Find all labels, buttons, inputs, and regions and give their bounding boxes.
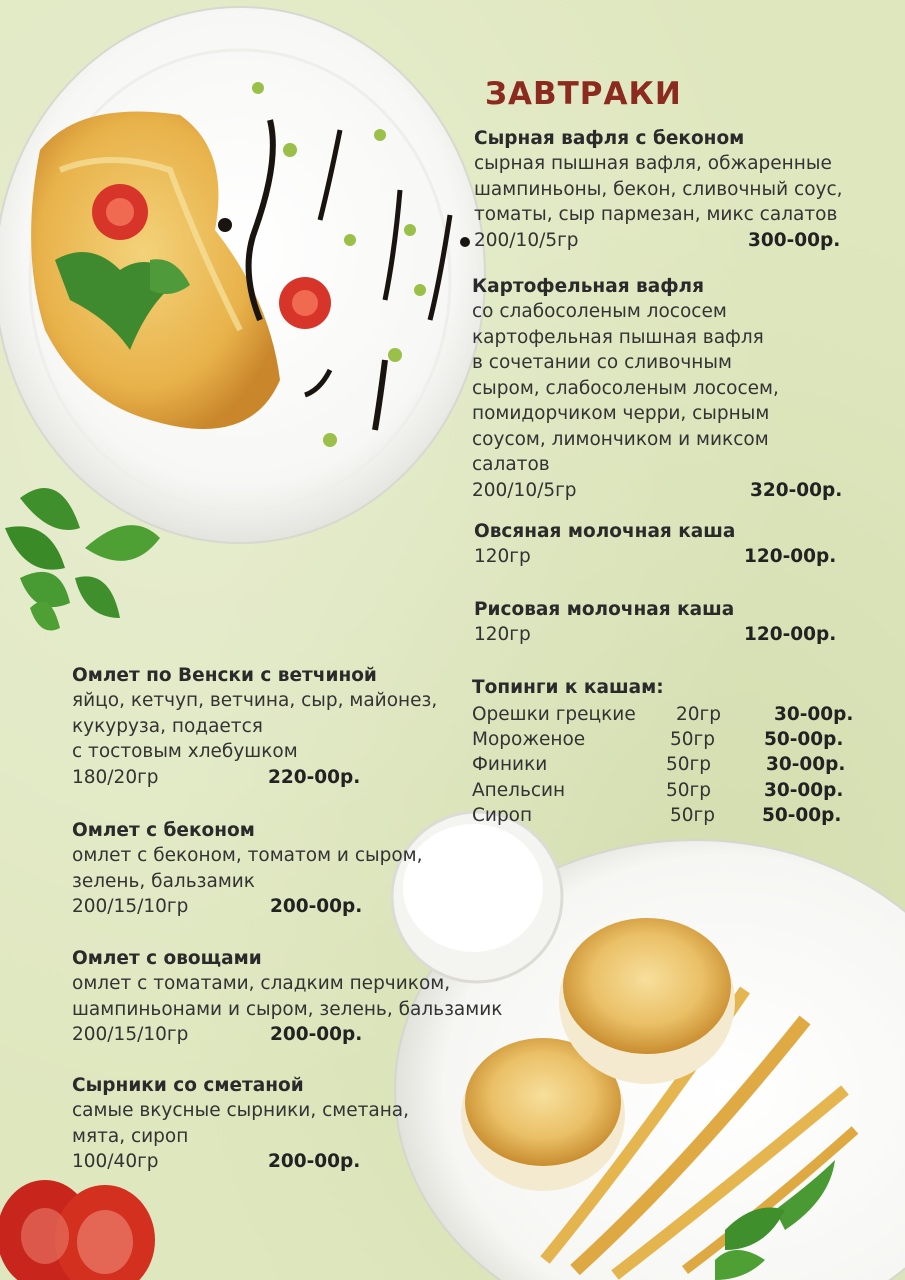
item-name: Картофельная вафля [472,276,704,297]
topping-weight: 50гр [670,805,716,826]
topping-price: 30-00р. [764,780,844,801]
item-name: Овсяная молочная каша [474,521,736,542]
item-price: 120-00р. [744,624,837,645]
item-name: Омлет по Венски с ветчиной [72,665,377,686]
menu-item-potato-waffle [472,274,843,503]
topping-weight: 50гр [666,754,712,775]
item-price: 200-00р. [270,896,363,917]
item-weight: 120гр [474,546,531,567]
item-desc-line: яйцо, кетчуп, ветчина, сыр, майонез, [72,690,438,711]
menu-item-bacon-omelette [72,818,423,919]
item-price-row [472,478,843,503]
toppings-section [472,675,664,700]
item-desc-line: сырная пышная вафля, обжаренные [474,153,832,174]
item-desc-line: томаты, сыр пармезан, микс салатов [474,204,838,225]
menu-item-rice-porridge [474,597,837,647]
item-desc-line: помидорчиком черри, сырным [472,403,770,424]
item-price-row [474,228,843,253]
item-desc-line: зелень, бальзамик [72,870,255,892]
item-price-row [72,765,437,790]
item-desc-line: с тостовым хлебушком [72,741,298,762]
item-weight: 120гр [474,624,531,645]
basil-leaves-image [0,468,170,643]
topping-name: Апельсин [472,780,566,801]
item-price: 320-00р. [750,479,843,501]
item-desc-line: омлет с беконом, томатом и сыром, [72,845,423,866]
topping-row [472,702,872,727]
topping-name: Мороженое [472,729,586,750]
topping-price: 50-00р. [764,729,844,750]
item-desc-line: шампиньоны, бекон, сливочный соус, [474,178,843,200]
item-weight: 200/10/5гр [474,229,579,251]
topping-weight: 50гр [670,729,716,750]
item-weight: 100/40гр [72,1151,159,1172]
menu-item-cheese-waffle [474,126,843,253]
item-desc-line: соусом, лимончиком и миксом [472,428,769,450]
toppings-title: Топинги к кашам: [472,677,664,698]
item-weight: 200/10/5гр [472,479,577,501]
item-price: 200-00р. [268,1151,361,1172]
item-desc-line: со слабосоленым лососем [472,301,727,322]
topping-name: Сироп [472,805,533,826]
item-weight: 200/15/10гр [72,1024,189,1045]
item-name: Рисовая молочная каша [474,599,735,620]
topping-row [472,752,872,777]
item-desc-line: омлет с томатами, сладким перчиком, [72,973,451,994]
item-desc-line: картофельная пышная вафля [472,326,764,348]
item-name: Сырная вафля с беконом [474,128,745,149]
menu-item-syrniki [72,1073,409,1174]
item-desc-line: кукуруза, подается [72,715,263,737]
item-weight: 200/15/10гр [72,896,189,917]
topping-name: Орешки грецкие [472,704,636,725]
item-price: 200-00р. [270,1024,363,1045]
item-price-row [474,544,837,569]
item-price-row [72,894,423,919]
topping-price: 50-00р. [762,805,842,826]
item-price-row [72,1149,409,1174]
topping-name: Финики [472,754,548,775]
item-name: Омлет с овощами [72,948,262,969]
topping-row [472,727,872,752]
item-price: 120-00р. [744,546,837,567]
item-weight: 180/20гр [72,766,159,788]
topping-price: 30-00р. [774,704,854,725]
topping-row [472,778,872,803]
topping-row [472,803,872,828]
item-desc-line: сыром, слабосоленым лососем, [472,377,779,399]
menu-item-vienna-omelette [72,663,437,790]
item-price-row [72,1022,502,1047]
item-price-row [474,622,837,647]
item-name: Омлет с беконом [72,820,255,841]
topping-weight: 20гр [676,704,722,725]
item-desc-line: в сочетании со сливочным [472,352,732,373]
menu-item-oat-porridge [474,519,837,569]
page-title: ЗАВТРАКИ [485,76,682,112]
item-price: 300-00р. [748,229,841,251]
item-desc-line: шампиньонами и сыром, зелень, бальзамик [72,998,503,1020]
item-desc-line: салатов [472,454,550,475]
item-name: Сырники со сметаной [72,1075,304,1096]
item-desc-line: мята, сироп [72,1125,189,1147]
topping-weight: 50гр [666,780,712,801]
strawberries-image [0,1170,160,1280]
item-price: 220-00р. [268,766,361,788]
menu-item-veggie-omelette [72,946,502,1047]
item-desc-line: самые вкусные сырники, сметана, [72,1100,410,1121]
topping-price: 30-00р. [766,754,846,775]
